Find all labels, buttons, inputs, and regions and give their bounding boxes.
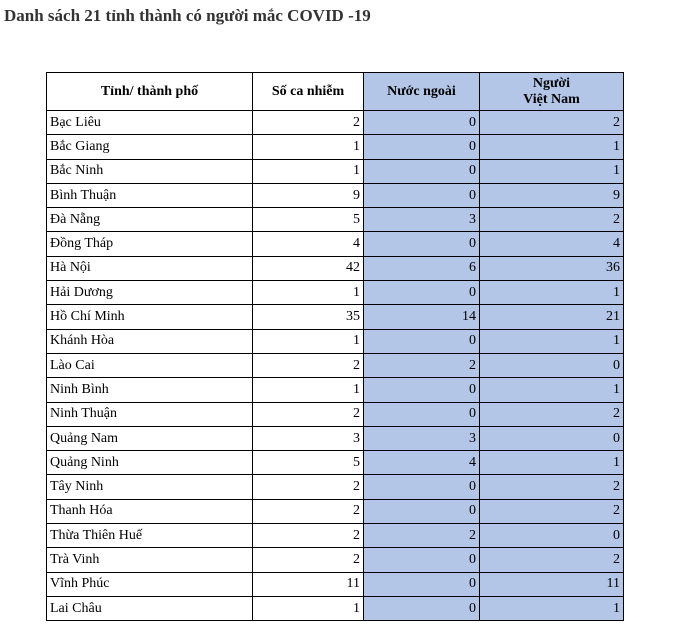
- cell-cases: 2: [253, 353, 364, 377]
- table-row: [47, 548, 624, 572]
- cell-cases: 2: [253, 548, 364, 572]
- cell-cases: 1: [253, 596, 364, 620]
- cell-cases: 1: [253, 281, 364, 305]
- table-row: [47, 256, 624, 280]
- table-row: [47, 111, 624, 135]
- table-row: [47, 305, 624, 329]
- cell-vietnamese: 1: [480, 135, 624, 159]
- table-body: [47, 111, 624, 621]
- page-title: Danh sách 21 tỉnh thành có người mắc COVID -19: [4, 6, 371, 25]
- cell-foreign: 3: [364, 208, 480, 232]
- table-row: [47, 232, 624, 256]
- table-row: [47, 159, 624, 183]
- cell-foreign: 2: [364, 353, 480, 377]
- covid-province-table: [46, 72, 624, 621]
- cell-vietnamese: 1: [480, 378, 624, 402]
- table-row: [47, 353, 624, 377]
- cell-foreign: 0: [364, 329, 480, 353]
- table-row: [47, 281, 624, 305]
- cell-cases: 2: [253, 475, 364, 499]
- cell-vietnamese: 2: [480, 548, 624, 572]
- cell-vietnamese: 1: [480, 329, 624, 353]
- cell-foreign: 0: [364, 183, 480, 207]
- cell-province: Bạc Liêu: [47, 111, 253, 135]
- cell-cases: 2: [253, 524, 364, 548]
- cell-province: Bắc Ninh: [47, 159, 253, 183]
- cell-cases: 2: [253, 111, 364, 135]
- cell-cases: 9: [253, 183, 364, 207]
- cell-province: Ninh Bình: [47, 378, 253, 402]
- cell-foreign: 0: [364, 548, 480, 572]
- cell-province: Hải Dương: [47, 281, 253, 305]
- cell-foreign: 0: [364, 159, 480, 183]
- header-vietnamese: [480, 73, 624, 111]
- cell-vietnamese: 2: [480, 208, 624, 232]
- cell-foreign: 0: [364, 232, 480, 256]
- table-row: [47, 475, 624, 499]
- cell-province: Quảng Nam: [47, 426, 253, 450]
- header-vietnamese-line2: Việt Nam: [523, 91, 580, 107]
- header-province: Tỉnh/ thành phố: [47, 73, 253, 111]
- cell-vietnamese: 2: [480, 475, 624, 499]
- cell-cases: 11: [253, 572, 364, 596]
- cell-foreign: 0: [364, 402, 480, 426]
- cell-cases: 5: [253, 208, 364, 232]
- cell-vietnamese: 9: [480, 183, 624, 207]
- cell-province: Trà Vinh: [47, 548, 253, 572]
- table-row: [47, 135, 624, 159]
- cell-vietnamese: 2: [480, 402, 624, 426]
- table-row: [47, 208, 624, 232]
- cell-cases: 2: [253, 402, 364, 426]
- cell-province: Thanh Hóa: [47, 499, 253, 523]
- cell-foreign: 0: [364, 499, 480, 523]
- cell-vietnamese: 0: [480, 353, 624, 377]
- cell-province: Quảng Ninh: [47, 451, 253, 475]
- cell-vietnamese: 1: [480, 281, 624, 305]
- cell-province: Bình Thuận: [47, 183, 253, 207]
- cell-province: Đồng Tháp: [47, 232, 253, 256]
- cell-foreign: 14: [364, 305, 480, 329]
- cell-vietnamese: 1: [480, 596, 624, 620]
- cell-province: Ninh Thuận: [47, 402, 253, 426]
- table-row: [47, 183, 624, 207]
- table-row: [47, 426, 624, 450]
- cell-cases: 5: [253, 451, 364, 475]
- cell-vietnamese: 36: [480, 256, 624, 280]
- cell-province: Vĩnh Phúc: [47, 572, 253, 596]
- cell-province: Lai Châu: [47, 596, 253, 620]
- cell-foreign: 6: [364, 256, 480, 280]
- table-row: [47, 499, 624, 523]
- cell-province: Hà Nội: [47, 256, 253, 280]
- cell-vietnamese: 0: [480, 426, 624, 450]
- table-row: [47, 329, 624, 353]
- cell-cases: 42: [253, 256, 364, 280]
- table-row: [47, 524, 624, 548]
- cell-cases: 1: [253, 159, 364, 183]
- table-row: [47, 596, 624, 620]
- cell-province: Bắc Giang: [47, 135, 253, 159]
- table-row: [47, 378, 624, 402]
- cell-province: Đà Nẵng: [47, 208, 253, 232]
- cell-vietnamese: 4: [480, 232, 624, 256]
- header-foreign: Nước ngoài: [364, 73, 480, 111]
- cell-vietnamese: 2: [480, 111, 624, 135]
- cell-foreign: 0: [364, 572, 480, 596]
- cell-province: Lào Cai: [47, 353, 253, 377]
- cell-foreign: 0: [364, 135, 480, 159]
- cell-vietnamese: 21: [480, 305, 624, 329]
- cell-foreign: 0: [364, 111, 480, 135]
- cell-vietnamese: 1: [480, 451, 624, 475]
- table-row: [47, 451, 624, 475]
- cell-province: Khánh Hòa: [47, 329, 253, 353]
- cell-province: Hồ Chí Minh: [47, 305, 253, 329]
- cell-foreign: 3: [364, 426, 480, 450]
- cell-cases: 2: [253, 499, 364, 523]
- header-cases: Số ca nhiễm: [253, 73, 364, 111]
- cell-vietnamese: 1: [480, 159, 624, 183]
- cell-cases: 35: [253, 305, 364, 329]
- table-row: [47, 402, 624, 426]
- cell-cases: 3: [253, 426, 364, 450]
- table-row: [47, 572, 624, 596]
- cell-foreign: 0: [364, 596, 480, 620]
- cell-foreign: 0: [364, 378, 480, 402]
- cell-province: Tây Ninh: [47, 475, 253, 499]
- cell-foreign: 0: [364, 475, 480, 499]
- cell-vietnamese: 2: [480, 499, 624, 523]
- cell-cases: 4: [253, 232, 364, 256]
- cell-cases: 1: [253, 378, 364, 402]
- cell-province: Thừa Thiên Huế: [47, 524, 253, 548]
- cell-foreign: 4: [364, 451, 480, 475]
- cell-vietnamese: 0: [480, 524, 624, 548]
- header-vietnamese-line1: Người: [532, 75, 571, 91]
- cell-cases: 1: [253, 329, 364, 353]
- table-header-row: [47, 73, 624, 111]
- cell-cases: 1: [253, 135, 364, 159]
- cell-foreign: 0: [364, 281, 480, 305]
- cell-vietnamese: 11: [480, 572, 624, 596]
- cell-foreign: 2: [364, 524, 480, 548]
